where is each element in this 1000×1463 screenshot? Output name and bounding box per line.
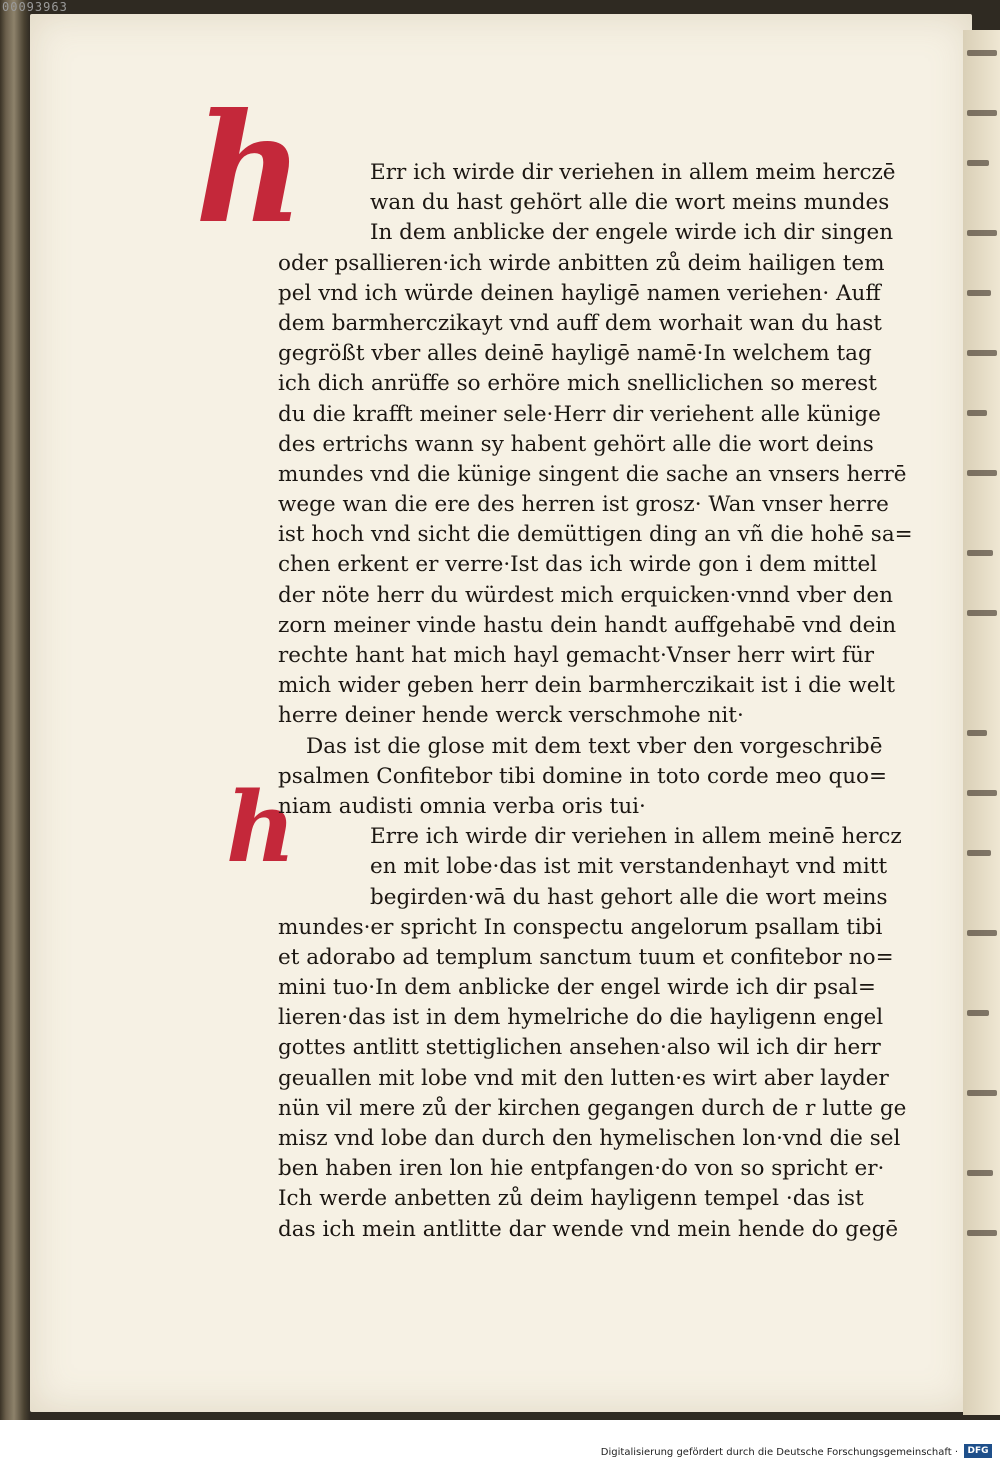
text-line: Err ich wirde dir veriehen in allem meim herczē — [370, 160, 896, 185]
text-line: niam audisti omnia verba oris tui· — [278, 793, 646, 819]
text-line: ich dich anrüffe so erhöre mich snelliclichen so merest — [278, 371, 877, 397]
text-line: du die krafft meiner sele·Herr dir veriehent alle künige — [278, 401, 881, 427]
red-initial-letter: h — [195, 81, 305, 257]
text-line: gegrößt vber alles deinē hayligē namē·In welchem tag — [278, 341, 872, 367]
ghost-text — [967, 1090, 997, 1096]
text-line: Das ist die glose mit dem text vber den vorgeschribē — [306, 733, 883, 759]
text-line: des ertrichs wann sy habent gehört alle die wort deins — [278, 431, 874, 457]
ghost-text — [967, 850, 991, 856]
ghost-text — [967, 1010, 989, 1016]
text-line: psalmen Confitebor tibi domine in toto corde meo quo= — [278, 763, 888, 789]
ghost-text — [967, 50, 997, 56]
ghost-text — [967, 230, 997, 236]
text-line: herre deiner hende werck verschmohe nit· — [278, 703, 744, 729]
text-line: misz vnd lobe dan durch den hymelischen lon·vnd die sel — [278, 1126, 901, 1151]
ghost-text — [967, 730, 987, 736]
text-block — [278, 158, 913, 1245]
text-line: Erre ich wirde dir veriehen in allem meinē hercz — [370, 824, 902, 850]
ghost-text — [967, 610, 997, 616]
footer-credit: Digitalisierung gefördert durch die Deutsche Forschungsgemeinschaft · — [600, 1447, 958, 1458]
text-line: Ich werde anbetten zů deim hayligenn tempel ·das ist — [278, 1186, 864, 1212]
ghost-text — [967, 1170, 993, 1176]
text-line: ist hoch vnd sicht die demüttigen ding an vñ die hohē sa= — [278, 522, 913, 548]
text-line: begirden·wā du hast gehort alle die wort meins — [370, 884, 888, 910]
ghost-text — [967, 350, 997, 356]
text-line: wan du hast gehört alle die wort meins mundes — [370, 190, 890, 216]
text-line: et adorabo ad templum sanctum tuum et confitebor no= — [278, 944, 894, 970]
text-line: ben haben iren lon hie entpfangen·do von so spricht er· — [278, 1156, 885, 1182]
next-page-edge — [963, 30, 1000, 1415]
text-line: lieren·das ist in dem hymelriche do die hayligenn engel — [278, 1005, 884, 1031]
text-line: wege wan die ere des herren ist grosz· Wan vnser herre — [278, 492, 889, 518]
text-line: zorn meiner vinde hastu dein handt auffgehabē vnd dein — [278, 612, 897, 638]
text-line: mini tuo·In dem anblicke der engel wirde ich dir psal= — [278, 975, 876, 1001]
dfg-logo: DFG — [964, 1444, 992, 1458]
red-initial-letter: h — [226, 771, 296, 884]
text-line: chen erkent er verre·Ist das ich wirde gon i dem mittel — [278, 552, 878, 578]
text-line: mich wider geben herr dein barmherczikait ist i die welt — [278, 673, 895, 699]
scan-id-label: 00093963 — [2, 0, 68, 14]
ghost-text — [967, 790, 997, 796]
ghost-text — [967, 110, 997, 116]
text-line: pel vnd ich würde deinen hayligē namen veriehen· Auff — [278, 280, 881, 306]
text-line: In dem anblicke der engele wirde ich dir singen — [370, 220, 894, 246]
text-line: en mit lobe·das ist mit verstandenhayt vnd mitt — [370, 854, 888, 880]
text-line: geuallen mit lobe vnd mit den lutten·es wirt aber layder — [278, 1065, 889, 1091]
text-line: gottes antlitt stettiglichen ansehen·also wil ich dir herr — [278, 1035, 881, 1061]
text-line: das ich mein antlitte dar wende vnd mein hende do gegē — [278, 1216, 899, 1242]
text-line: rechte hant hat mich hayl gemacht·Vnser herr wirt für — [278, 643, 875, 668]
ghost-text — [967, 1230, 997, 1236]
ghost-text — [967, 290, 991, 296]
text-line: nün vil mere zů der kirchen gegangen durch de r lutte ge — [278, 1095, 907, 1121]
text-line: mundes vnd die künige singent die sache an vnsers herrē — [278, 461, 907, 487]
ghost-text — [967, 930, 997, 936]
ghost-text — [967, 470, 997, 476]
ghost-text — [967, 410, 987, 416]
ghost-text — [967, 550, 993, 556]
text-line: dem barmherczikayt vnd auff dem worhait wan du hast — [278, 310, 882, 336]
ghost-text — [967, 160, 989, 166]
text-line: der nöte herr du würdest mich erquicken·vnnd vber den — [278, 582, 893, 608]
text-line: mundes·er spricht In conspectu angelorum psallam tibi — [278, 914, 883, 940]
text-line: oder psallieren·ich wirde anbitten zů deim hailigen tem — [278, 250, 885, 276]
